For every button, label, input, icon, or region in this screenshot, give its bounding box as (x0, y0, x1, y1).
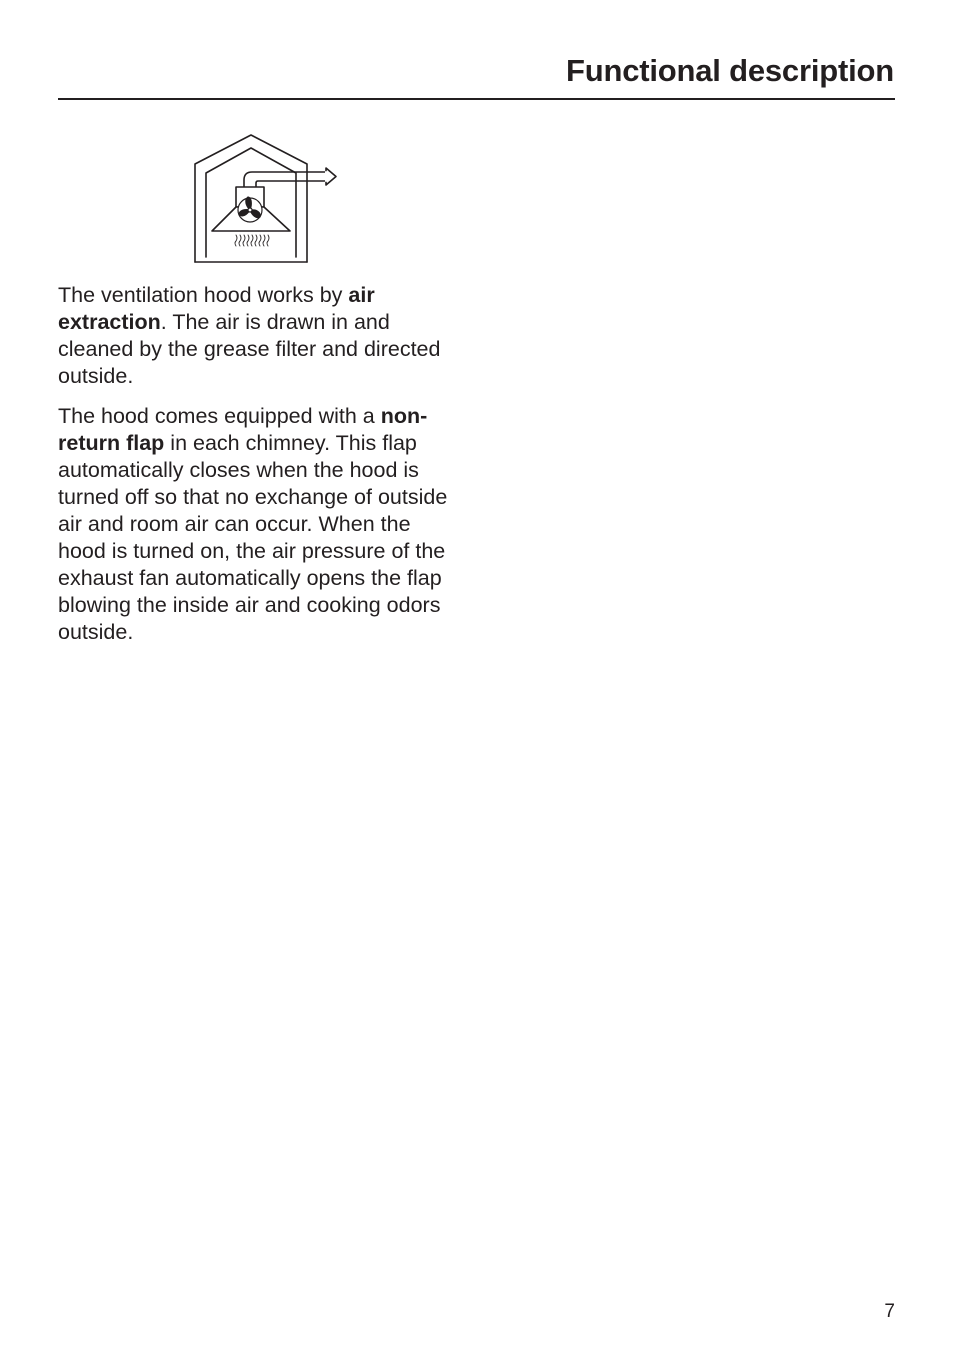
body-text (58, 282, 458, 659)
paragraph-non-return-flap (58, 403, 458, 646)
exhaust-arrow-icon (326, 168, 336, 185)
paragraph-text: The hood comes equipped with a (58, 404, 381, 428)
page-number: 7 (884, 1301, 895, 1322)
steam-icon (235, 235, 269, 246)
paragraph-text: The ventilation hood works by (58, 283, 349, 307)
paragraph-air-extraction (58, 282, 458, 390)
fan-icon (238, 197, 262, 222)
paragraph-text: . The air is drawn in and cleaned by the grease filter and directed outside. (58, 310, 441, 388)
page-title: Functional description (565, 53, 894, 88)
air-extraction-hood-diagram-icon (180, 130, 346, 268)
title-divider (58, 98, 895, 100)
bold-term-non-return-flap: non-return flap (58, 404, 428, 455)
paragraph-text: in each chimney. This flap automatically closes when the hood is turned off so that no exchange of outside air and room air can occur. When the hood is turned on, the air pressure of the exhaust fan automatically opens the flap blowing the inside air and cooking odors outside. (58, 431, 448, 644)
bold-term-air-extraction: air extraction (58, 283, 375, 334)
